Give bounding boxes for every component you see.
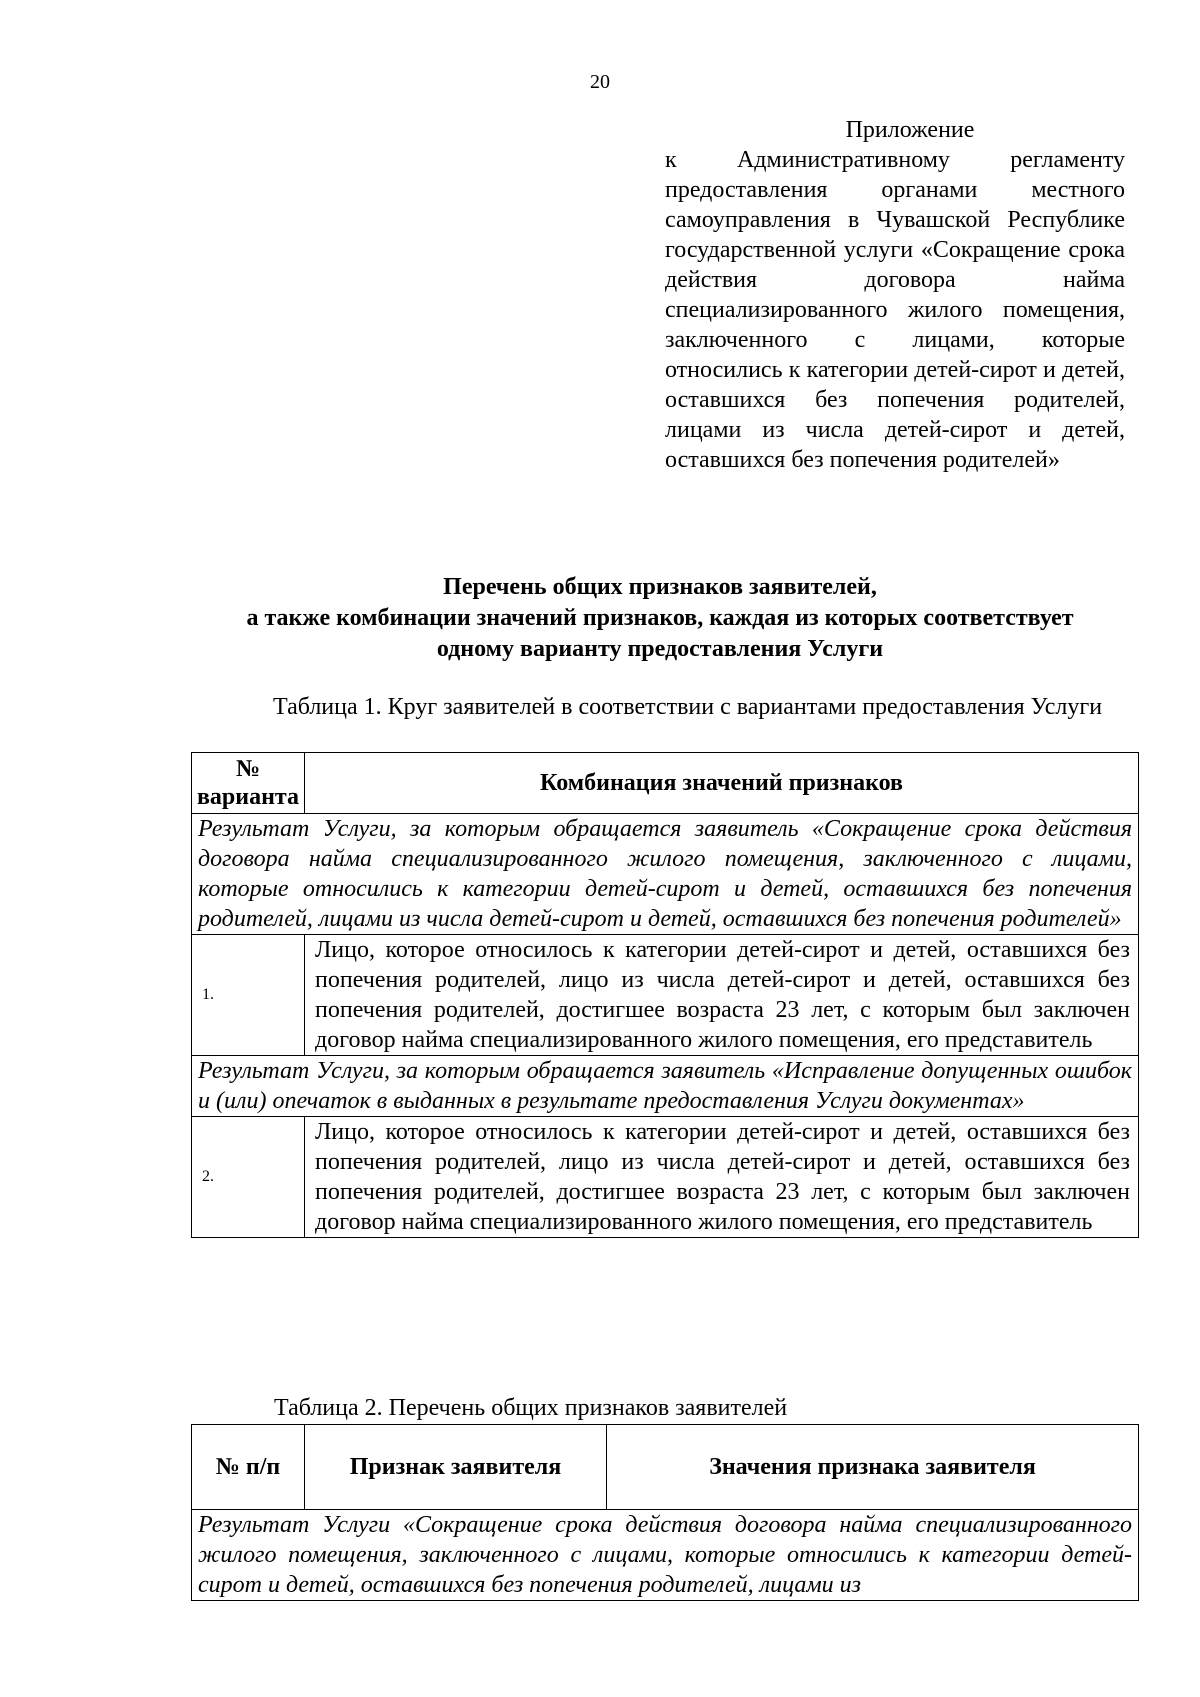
table-section-row	[192, 1056, 1139, 1117]
heading-line-2: а также комбинации значений признаков, каждая из которых соответствует	[246, 605, 1074, 631]
document-heading	[190, 572, 1130, 665]
col-header-variant-number: № варианта	[192, 753, 305, 814]
table2-caption: Таблица 2. Перечень общих признаков заявителей	[274, 1395, 788, 1421]
table-row	[192, 935, 1139, 1056]
variant-number-2: 2.	[192, 1117, 305, 1238]
col-header-sign-values: Значения признака заявителя	[607, 1425, 1139, 1510]
appendix-title: Приложение	[845, 117, 975, 143]
table2-applicant-signs	[191, 1424, 1139, 1601]
table-row	[192, 1117, 1139, 1238]
variant-description-1: Лицо, которое относилось к категории детей-сирот и детей, оставшихся без попечения родителей, лицо из числа детей-сирот и детей, оставшихся без попечения родителей, достигшее возраста 23 лет, с которым был заключен договор найма специализированного жилого помещения, его представитель	[305, 935, 1139, 1056]
page-number: 20	[590, 71, 610, 93]
col-header-sign: Признак заявителя	[305, 1425, 607, 1510]
result-section-1: Результат Услуги, за которым обращается заявитель «Сокращение срока действия договора найма специализированного жилого помещения, заключенного с лицами, которые относились к категории детей-сирот и детей, оставшихся без попечения родителей, лицами из числа детей-сирот и детей, оставшихся без попечения родителей»	[192, 814, 1139, 935]
heading-line-3: одному варианту предоставления Услуги	[436, 636, 884, 662]
appendix-note	[665, 115, 1125, 475]
variant-number-1: 1.	[192, 935, 305, 1056]
appendix-body: к Административному регламенту предоставления органами местного самоуправления в Чувашской Республике государственной услуги «Сокращение срока действия договора найма специализированного жилого помещения, заключенного с лицами, которые относились к категории детей-сирот и детей, оставшихся без попечения родителей, лицами из числа детей-сирот и детей, оставшихся без попечения родителей»	[665, 147, 1125, 473]
variant-description-2: Лицо, которое относилось к категории детей-сирот и детей, оставшихся без попечения родителей, лицо из числа детей-сирот и детей, оставшихся без попечения родителей, достигшее возраста 23 лет, с которым был заключен договор найма специализированного жилого помещения, его представитель	[305, 1117, 1139, 1238]
table1-applicant-variants	[191, 752, 1139, 1238]
table-header-row	[192, 753, 1139, 814]
col-header-combination: Комбинация значений признаков	[305, 753, 1139, 814]
table-section-row	[192, 1510, 1139, 1601]
heading-line-1: Перечень общих признаков заявителей,	[443, 574, 877, 600]
col-header-number: № п/п	[192, 1425, 305, 1510]
table-section-row	[192, 814, 1139, 935]
table1-caption: Таблица 1. Круг заявителей в соответствии с вариантами предоставления Услуги	[273, 694, 1103, 720]
result-section-2: Результат Услуги, за которым обращается заявитель «Исправление допущенных ошибок и (или) опечаток в выданных в результате предоставления Услуги документах»	[192, 1056, 1139, 1117]
result-section-1: Результат Услуги «Сокращение срока действия договора найма специализированного жилого помещения, заключенного с лицами, которые относились к категории детей-сирот и детей, оставшихся без попечения родителей, лицами из	[192, 1510, 1139, 1601]
table-header-row	[192, 1425, 1139, 1510]
